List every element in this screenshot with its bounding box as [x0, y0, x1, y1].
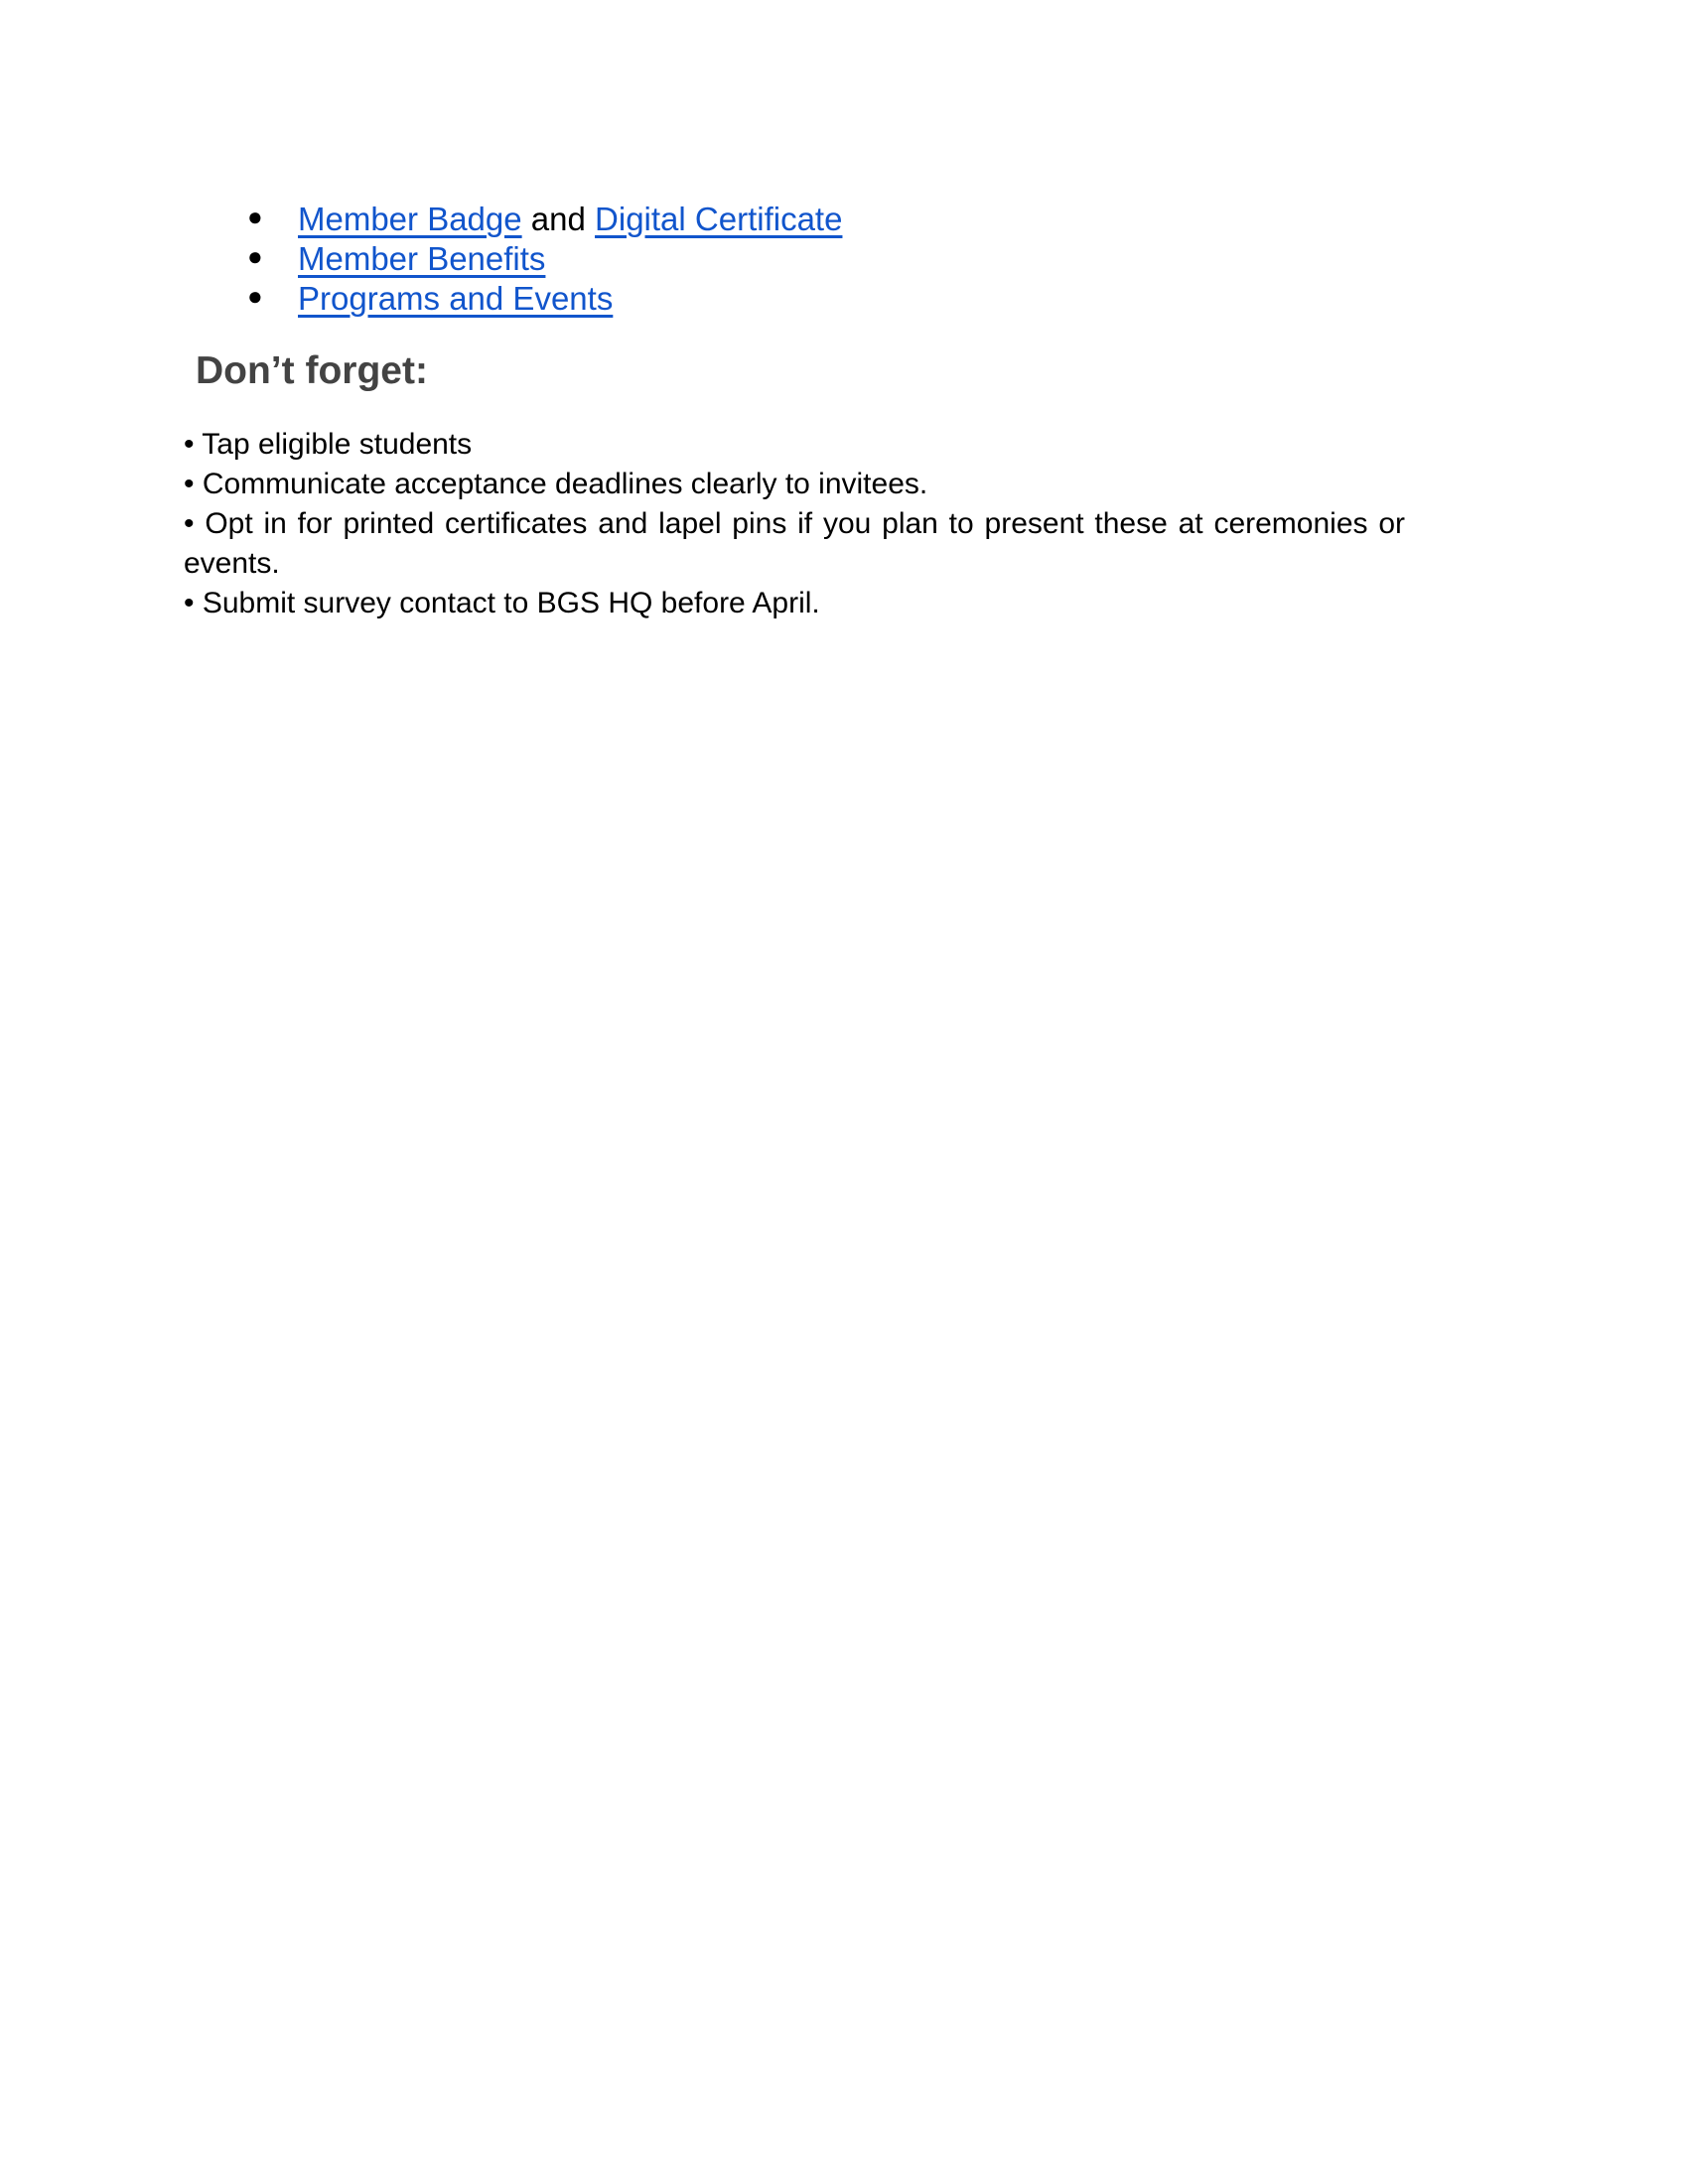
notes-paragraph [184, 425, 1405, 623]
dont-forget-heading: Don’t forget: [196, 349, 428, 392]
member-benefits-link[interactable]: Member Benefits [298, 240, 546, 277]
bulleted-link-list [184, 200, 842, 319]
list-item-member-badge-certificate [184, 200, 842, 239]
digital-certificate-link[interactable]: Digital Certificate [595, 201, 843, 237]
note-printed-certificates: • Opt in for printed certificates and lapel pins if you plan to present these at ceremonies or events. [184, 507, 1405, 580]
list-item-programs-events [184, 279, 842, 319]
member-badge-link[interactable]: Member Badge [298, 201, 522, 237]
list-item-member-benefits [184, 239, 842, 279]
bullet-icon: ● [247, 281, 263, 311]
bullet-icon: ● [247, 241, 263, 271]
note-survey-contact: • Submit survey contact to BGS HQ before April. [184, 587, 820, 619]
note-acceptance-deadlines: • Communicate acceptance deadlines clearly to invitees. [184, 468, 928, 500]
note-tap-students: • Tap eligible students [184, 428, 473, 461]
bullet-icon: ● [247, 202, 263, 231]
connector-text: and [521, 201, 596, 237]
programs-and-events-link[interactable]: Programs and Events [298, 280, 614, 317]
